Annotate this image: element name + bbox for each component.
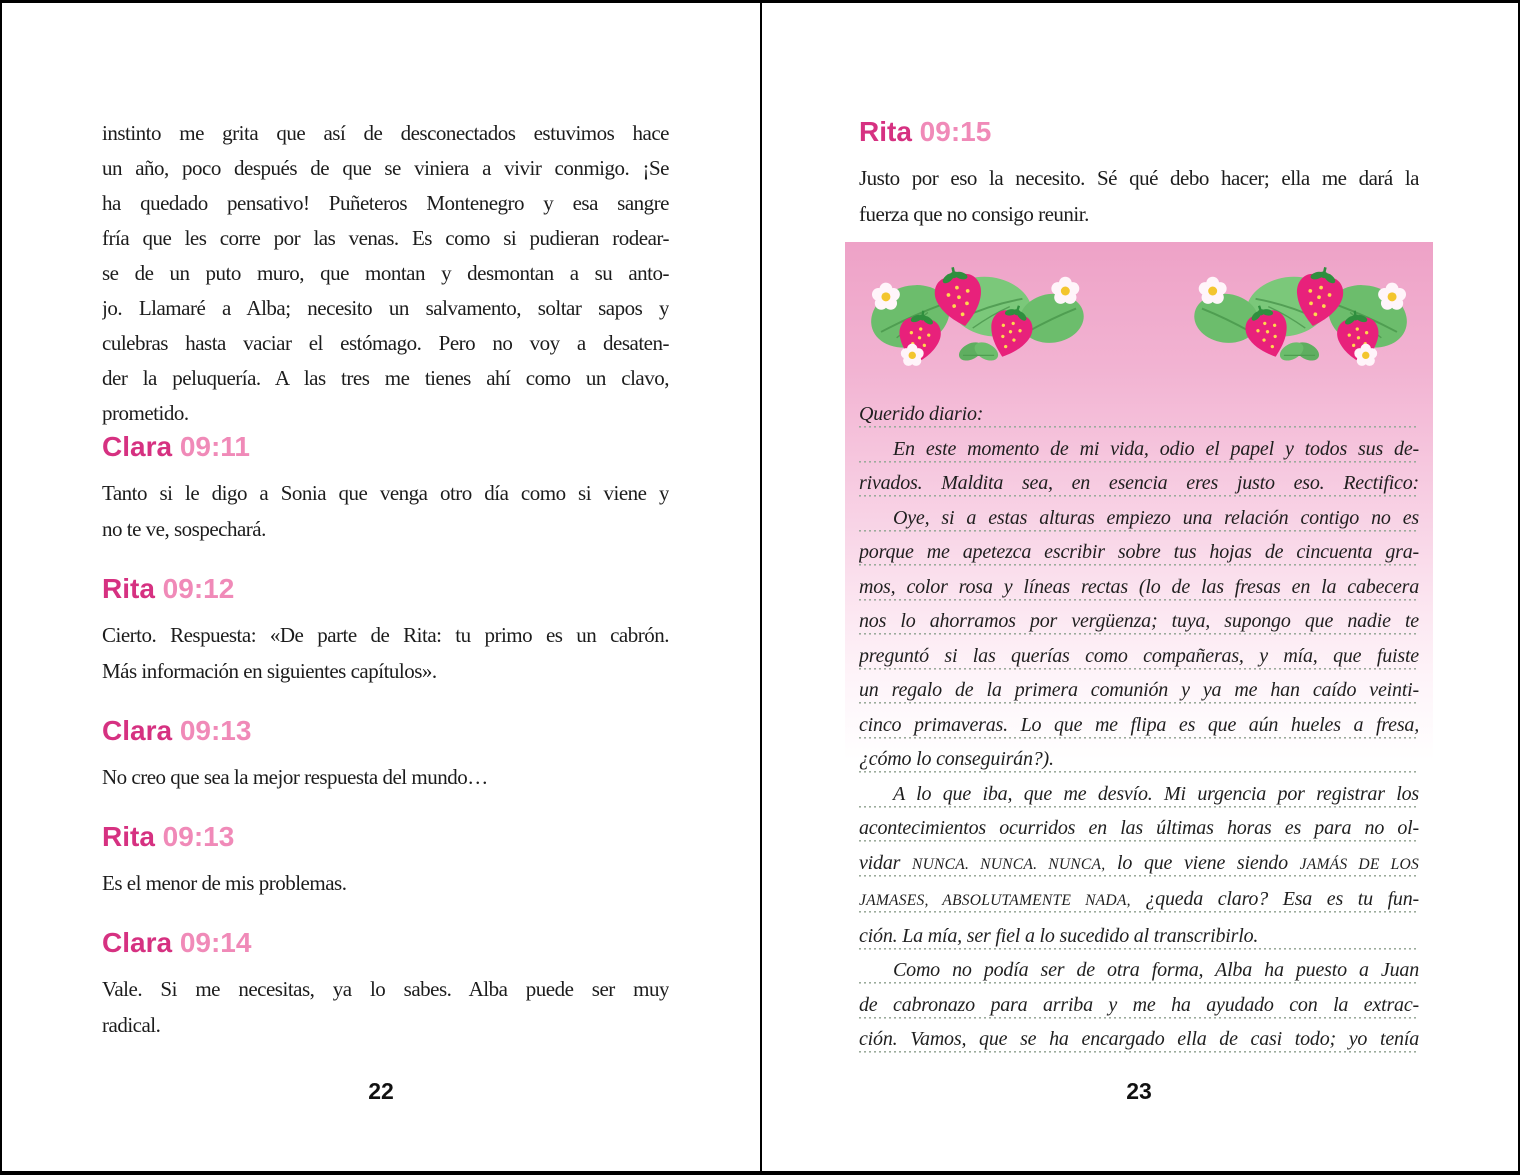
- page-left: [2, 3, 760, 1171]
- diary-text-segment: vidar: [859, 851, 912, 874]
- sender-name: Rita: [102, 573, 155, 604]
- text-line: No creo que sea la mejor respuesta del mundo…: [102, 765, 488, 789]
- diary-line: Querido diario:: [859, 397, 1419, 432]
- chat-message-header: [102, 431, 669, 462]
- chat-message: [102, 431, 669, 547]
- message-time: 09:11: [172, 431, 250, 462]
- text-line: fuerza que no consigo reunir.: [859, 202, 1089, 226]
- message-time: 09:13: [172, 715, 252, 746]
- chat-message-body: [102, 617, 669, 689]
- strawberry-cluster-icon: [863, 252, 1098, 369]
- message-time: 09:13: [154, 821, 235, 852]
- message-time: 09:15: [911, 116, 992, 147]
- chat-message-header: [102, 715, 669, 746]
- diary-line: [859, 882, 1419, 919]
- text-line: culebras hasta vaciar el estómago. Pero no voy a desaten-: [102, 331, 669, 355]
- diary-text-segment: lo que viene siendo: [1105, 851, 1300, 874]
- diary-line: Como no podía ser de otra forma, Alba ha puesto a Juan: [859, 953, 1419, 988]
- diary-line: ción. La mía, ser fiel a lo sucedido al transcribirlo.: [859, 919, 1419, 954]
- text-line: se de un puto muro, que montan y desmontan a su anto-: [102, 261, 669, 285]
- strawberry-decoration-row: [859, 252, 1419, 369]
- text-line: Justo por eso la necesito. Sé qué debo hacer; ella me dará la: [859, 166, 1419, 190]
- text-line: Tanto si le digo a Sonia que venga otro día como si viene y: [102, 481, 669, 505]
- smallcaps-text: NUNCA. NUNCA. NUNCA,: [911, 855, 1106, 873]
- sender-name: Clara: [102, 927, 173, 958]
- chat-message-header: [102, 573, 669, 604]
- page-number-left: 22: [368, 1078, 394, 1104]
- chat-message: [102, 821, 669, 901]
- text-line: instinto me grita que así de desconectados estuvimos hace: [102, 121, 669, 145]
- diary-text-segment: ¿queda claro? Esa es tu fun-: [1130, 888, 1419, 910]
- diary-line: acontecimientos ocurridos en las últimas horas es para no ol-: [859, 811, 1419, 846]
- diary-line: ción. Vamos, que se ha encargado ella de casi todo; yo tenía: [859, 1022, 1419, 1057]
- message-time: 09:12: [154, 573, 235, 604]
- diary-line: porque me apetezca escribir sobre tus hojas de cincuenta gra-: [859, 535, 1419, 570]
- sender-name: Rita: [102, 821, 155, 852]
- diary-line: rivados. Maldita sea, en esencia eres justo eso. Rectifico:: [859, 466, 1419, 501]
- diary-line: cinco primaveras. Lo que me flipa es que aún hueles a fresa,: [859, 708, 1419, 743]
- text-line: Cierto. Respuesta: «De parte de Rita: tu primo es un cabrón.: [102, 623, 669, 647]
- message-time: 09:14: [172, 927, 252, 958]
- diary-line: ¿cómo lo conseguirán?).: [859, 742, 1419, 777]
- diary-line: Oye, si a estas alturas empiezo una relación contigo no es: [859, 501, 1419, 536]
- text-line: Más información en siguientes capítulos».: [102, 659, 437, 683]
- smallcaps-text: JAMÁS DE LOS: [1299, 855, 1419, 873]
- text-line: un año, poco después de que se viniera a vivir conmigo. ¡Se: [102, 156, 669, 180]
- diary-line: mos, color rosa y líneas rectas (lo de las fresas en la cabecera: [859, 570, 1419, 605]
- text-line: jo. Llamaré a Alba; necesito un salvamento, soltar sapos y: [102, 296, 669, 320]
- chat-message: [102, 715, 669, 795]
- text-line: no te ve, sospechará.: [102, 517, 266, 541]
- sender-name: Clara: [102, 431, 173, 462]
- text-line: radical.: [102, 1013, 161, 1037]
- text-line: der la peluquería. A las tres me tienes ahí como un clavo,: [102, 366, 669, 390]
- diary-text: [859, 397, 1419, 1057]
- page-left-content: [2, 3, 760, 1043]
- page-right: [762, 3, 1516, 1171]
- diary-line: En este momento de mi vida, odio el papel y todos sus de-: [859, 432, 1419, 467]
- sender-name: Clara: [102, 715, 173, 746]
- diary-line: A lo que iba, que me desvío. Mi urgencia por registrar los: [859, 777, 1419, 812]
- chat-message-header: [859, 116, 1419, 147]
- diary-line: preguntó si las querías como compañeras, y mía, que fuiste: [859, 639, 1419, 674]
- page-right-content: [762, 3, 1516, 1079]
- chat-message-body: [102, 475, 669, 547]
- opening-paragraph: [102, 116, 669, 431]
- chat-message-body: [102, 971, 669, 1043]
- chat-messages-right: [859, 116, 1419, 232]
- chat-message: [102, 927, 669, 1043]
- strawberry-cluster-icon: [1180, 252, 1415, 369]
- text-line: fría que les corre por las venas. Es como si pudieran rodear-: [102, 226, 669, 250]
- diary-line: [859, 846, 1419, 883]
- chat-message-body: [859, 160, 1419, 232]
- text-line: ha quedado pensativo! Puñeteros Montenegro y esa sangre: [102, 191, 669, 215]
- sender-name: Rita: [859, 116, 912, 147]
- text-line: Es el menor de mis problemas.: [102, 871, 347, 895]
- chat-message-body: [102, 759, 669, 795]
- chat-messages-left: [102, 431, 669, 1043]
- diary-line: un regalo de la primera comunión y ya me han caído veinti-: [859, 673, 1419, 708]
- diary-box: [845, 242, 1433, 1079]
- smallcaps-text: JAMASES, ABSOLUTAMENTE NADA,: [859, 892, 1131, 909]
- page-number-right: 23: [1126, 1078, 1152, 1104]
- diary-line: nos lo ahorramos por vergüenza; tuya, supongo que nadie te: [859, 604, 1419, 639]
- chat-message-body: [102, 865, 669, 901]
- chat-message-header: [102, 821, 669, 852]
- diary-line: de cabronazo para arriba y me ha ayudado con la extrac-: [859, 988, 1419, 1023]
- text-line: prometido.: [102, 401, 189, 425]
- chat-message-header: [102, 927, 669, 958]
- text-line: Vale. Si me necesitas, ya lo sabes. Alba puede ser muy: [102, 977, 669, 1001]
- chat-message: [859, 116, 1419, 232]
- chat-message: [102, 573, 669, 689]
